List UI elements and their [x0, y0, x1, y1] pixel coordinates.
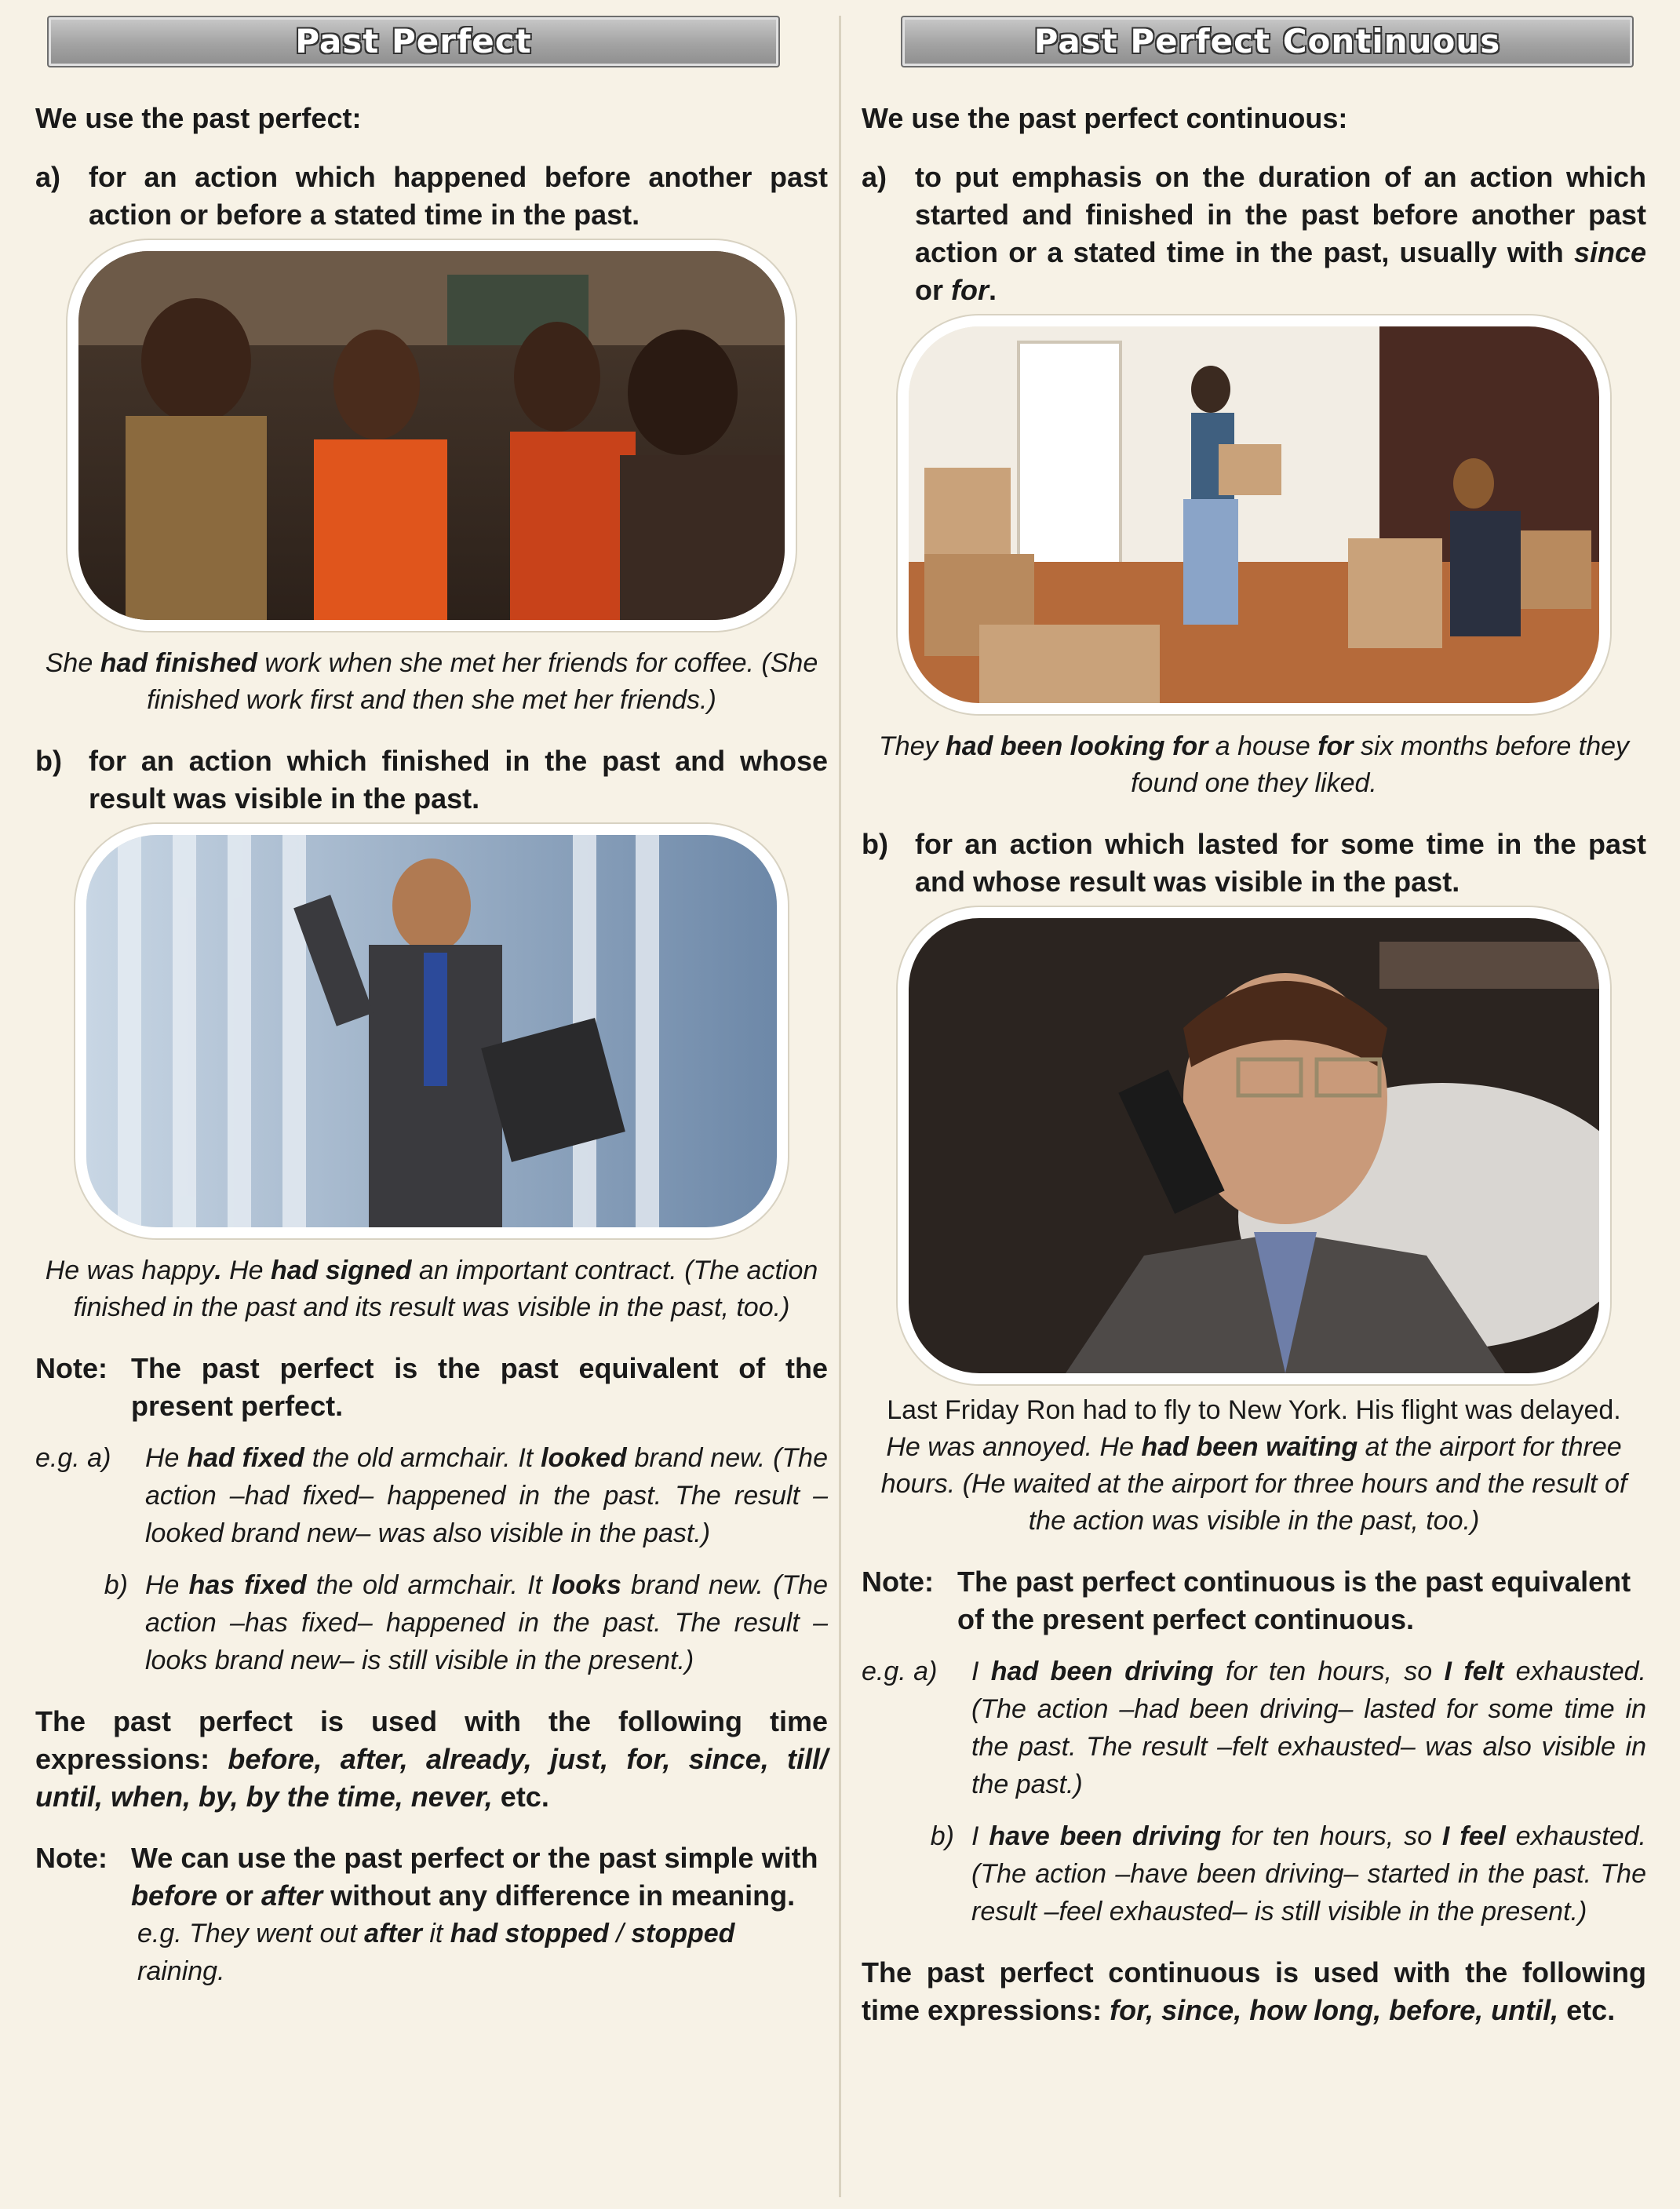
past-perfect-use-a — [35, 159, 828, 234]
ppc-caption-1 — [862, 728, 1646, 802]
note2-eg-bold: stopped — [631, 1919, 735, 1948]
ppc-caption2-line1: Last Friday Ron had to fly to New York. His flight was delayed. — [887, 1395, 1621, 1425]
ppc-caption-2 — [862, 1392, 1646, 1540]
past-perfect-note-2 — [35, 1839, 828, 1915]
past-perfect-continuous-title-banner — [901, 16, 1634, 67]
note2-text — [131, 1839, 828, 1915]
past-perfect-caption-2 — [35, 1252, 828, 1326]
caption2-text: He was happy — [45, 1256, 215, 1285]
time-expressions-etc: etc. — [492, 1781, 549, 1813]
businessman-celebrating-photo — [86, 835, 777, 1227]
ppc-time-etc: etc. — [1558, 1994, 1616, 2026]
ppc-caption1-bold: had been looking for — [945, 731, 1208, 761]
note2-part: We can use the past perfect or the past simple with — [131, 1842, 818, 1874]
past-perfect-intro: We use the past perfect: — [35, 102, 362, 134]
past-perfect-use-b — [35, 742, 828, 818]
ppc-eg-a-part: I — [971, 1657, 991, 1686]
caption1-text-2: work when she met her friends for coffee. (She finished work first and then she met her friends.) — [147, 648, 818, 715]
past-perfect-title: Past Perfect — [295, 22, 532, 60]
caption1-text: She — [45, 648, 100, 678]
ppc-example-b-label: b) — [930, 1821, 954, 1851]
ppc-eg-a-bold: I felt — [1444, 1657, 1504, 1686]
note-label: Note: — [35, 1352, 108, 1384]
example-b — [35, 1566, 828, 1679]
eg-a-part: brand new. (The action –had fixed– happened in the past. The result –looked brand new– was also visible in the past.) — [145, 1443, 828, 1548]
ppc-use-b-label: b) — [862, 828, 888, 860]
note2-label: Note: — [35, 1842, 108, 1874]
note-text: The past perfect is the past equivalent of the present perfect. — [131, 1352, 828, 1422]
ppc-a-italic: since — [1573, 236, 1646, 268]
note2-part: or — [217, 1879, 262, 1912]
ppc-caption1-part: They — [878, 731, 946, 761]
ppc-a-part: or — [915, 274, 952, 306]
eg-a-part: He — [145, 1443, 188, 1473]
use-b-label: b) — [35, 745, 62, 777]
eg-b-bold: looks — [552, 1570, 621, 1600]
ppc-a-italic: for — [951, 274, 989, 306]
ppc-example-b — [862, 1817, 1646, 1930]
ppc-a-part: . — [989, 274, 997, 306]
column-divider — [839, 16, 841, 2197]
past-perfect-note — [35, 1350, 828, 1425]
ppc-use-a-text — [915, 159, 1646, 309]
eg-b-part: brand new. (The action –has fixed– happened in the past. The result –looks brand new– is still visible in the present.) — [145, 1570, 828, 1675]
ppc-eg-b-bold: have been driving — [989, 1821, 1222, 1851]
eg-b-part: the old armchair. It — [306, 1570, 552, 1600]
ppc-note — [862, 1563, 1646, 1639]
caption1-bold: had finished — [100, 648, 257, 678]
friends-coffee-photo — [78, 251, 785, 620]
past-perfect-title-banner — [47, 16, 780, 67]
eg-b-bold: has fixed — [188, 1570, 307, 1600]
time-expressions — [35, 1703, 828, 1816]
note2-italic: after — [261, 1879, 323, 1912]
note2-eg-part: it — [421, 1919, 450, 1948]
ppc-example-a-label: e.g. a) — [862, 1657, 938, 1686]
note2-eg-part: e.g. They went out — [137, 1919, 365, 1948]
ppc-eg-a-part: exhausted. (The action –had been driving– lasted for some time in the past. The result –felt exhausted– was also visible in the past.) — [971, 1657, 1646, 1799]
example-b-label: b) — [104, 1570, 128, 1600]
caption2-dot: . — [214, 1256, 222, 1285]
past-perfect-continuous-title: Past Perfect Continuous — [1033, 22, 1501, 60]
use-a-text: for an action which happened before another past action or before a stated time in the past. — [89, 161, 828, 231]
ppc-caption2-part: at the airport for three hours. (He waited at the airport for three hours and the result of the action was visible in the past, too.) — [880, 1432, 1627, 1536]
ppc-eg-b-part: for ten hours, so — [1221, 1821, 1442, 1851]
past-perfect-continuous-column — [862, 0, 1646, 2029]
ppc-eg-b-part: exhausted. (The action –have been driving– started in the past. The result –feel exhausted– is still visible in the present.) — [971, 1821, 1647, 1926]
note2-eg-part: / — [608, 1919, 632, 1948]
ppc-example-b-text — [971, 1817, 1646, 1930]
ppc-note-text: The past perfect continuous is the past equivalent of the present perfect continuous. — [957, 1566, 1631, 1635]
eg-a-bold: had fixed — [187, 1443, 304, 1473]
ppc-use-a — [862, 159, 1646, 309]
time-expressions-list: before, after, already, just, for, since, till/ until, when, by, by the time, never, — [35, 1743, 828, 1813]
ppc-caption2-part: He was annoyed. He — [886, 1432, 1142, 1462]
example-b-text — [145, 1566, 828, 1679]
caption2-text-3: an important contract. (The action finished in the past and its result was visible in the past, too.) — [73, 1256, 818, 1322]
ppc-caption1-part: six months before they found one they liked. — [1131, 731, 1630, 798]
past-perfect-caption-1 — [35, 645, 828, 719]
ppc-note-label: Note: — [862, 1566, 934, 1598]
ppc-caption1-bold: for — [1317, 731, 1354, 761]
note2-eg-bold: after — [364, 1919, 422, 1948]
past-perfect-column — [35, 0, 828, 1990]
example-a-text — [145, 1439, 828, 1552]
eg-b-part: He — [145, 1570, 189, 1600]
use-b-text: for an action which finished in the past and whose result was visible in the past. — [89, 745, 828, 815]
ppc-a-part: to put emphasis on the duration of an action which started and finished in the past before another past action or a stated time in the past, usually with — [915, 161, 1646, 268]
note2-part: without any difference in meaning. — [323, 1879, 796, 1912]
note2-eg-bold: had stopped — [450, 1919, 609, 1948]
ppc-eg-a-part: for ten hours, so — [1213, 1657, 1445, 1686]
caption2-bold: had signed — [271, 1256, 412, 1285]
note2-italic: before — [131, 1879, 218, 1912]
ppc-example-a-text — [971, 1653, 1646, 1803]
ppc-caption1-part: a house — [1208, 731, 1318, 761]
ppc-time-text: The past perfect continuous is used with the following time expressions: — [862, 1956, 1646, 2026]
couple-moving-house-photo — [909, 326, 1599, 703]
ppc-time-list: for, since, how long, before, until, — [1110, 1994, 1559, 2026]
ppc-use-b — [862, 826, 1646, 901]
time-expressions-text: The past perfect is used with the following time expressions: — [35, 1705, 828, 1775]
note2-eg-part: raining. — [137, 1956, 225, 1986]
eg-a-bold: looked — [541, 1443, 627, 1473]
ppc-example-a — [862, 1653, 1646, 1803]
ppc-intro: We use the past perfect continuous: — [862, 102, 1348, 134]
example-a-label: e.g. a) — [35, 1443, 111, 1473]
ppc-eg-b-part: I — [971, 1821, 989, 1851]
note2-example — [35, 1915, 828, 1990]
ppc-caption2-bold: had been waiting — [1141, 1432, 1358, 1462]
man-on-phone-photo — [909, 918, 1599, 1373]
ppc-eg-b-bold: I feel — [1441, 1821, 1506, 1851]
example-a — [35, 1439, 828, 1552]
ppc-use-b-text: for an action which lasted for some time in the past and whose result was visible in the past. — [915, 828, 1646, 898]
caption2-text-2: He — [221, 1256, 271, 1285]
eg-a-part: the old armchair. It — [304, 1443, 541, 1473]
use-a-label: a) — [35, 161, 61, 193]
ppc-eg-a-bold: had been driving — [990, 1657, 1214, 1686]
ppc-use-a-label: a) — [862, 161, 887, 193]
ppc-time-expressions — [862, 1954, 1646, 2029]
